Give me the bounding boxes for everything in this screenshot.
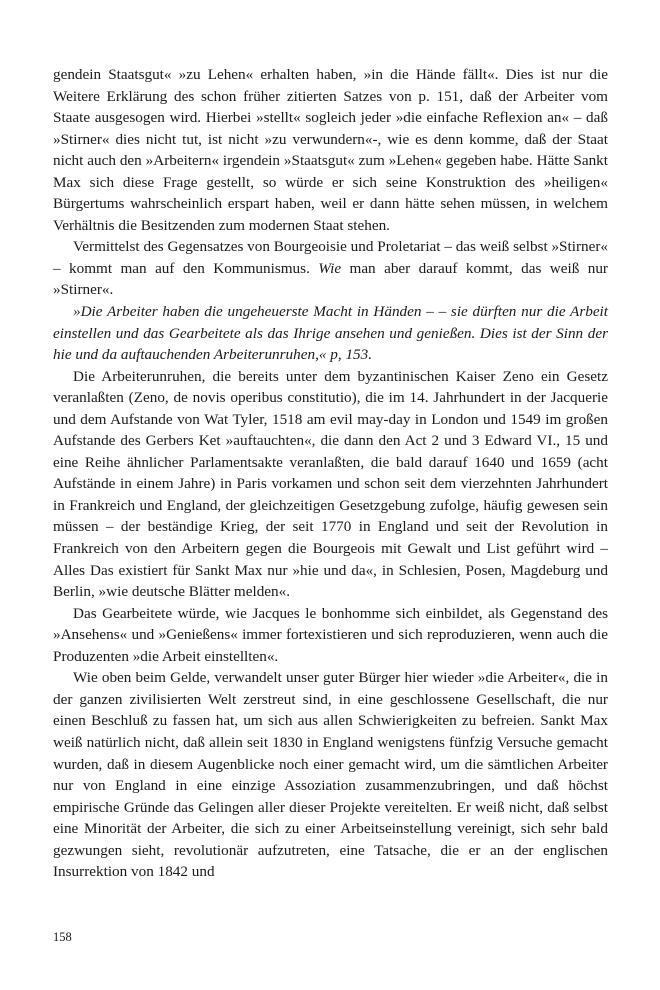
block-quote xyxy=(53,301,608,366)
paragraph-2 xyxy=(53,236,608,301)
paragraph-5 xyxy=(53,603,608,668)
paragraph-2-text-a: Vermittelst des Gegensatzes von Bourgeoisie und Proletariat – das weiß selbst »Stirner« – kommt man auf den Kommunismus. xyxy=(53,238,608,277)
paragraph-1-text: gendein Staatsgut« »zu Lehen« erhalten haben, »in die Hände fällt«. Dies ist nur die Weitere Erklärung des schon früher zitierten Satzes von p. 151, daß der Arbeiter vom Staate ausgesogen wird. Hierbei »stellt« sogleich jeder »die einfache Reflexion an« – daß »Stirner« dies nicht tut, ist nicht »zu verwundern«-, wie es denn komme, daß der Staat nicht auch den »Arbeitern« irgendein »Staatsgut« zum »Lehen« gegeben habe. Hätte Sankt Max sich diese Frage gestellt, so würde er sich seine Konstruktion des »heiligen« Bürgertums wahrscheinlich erspart haben, weil er dann hätte sehen müssen, in welchem Verhältnis die Besitzenden zum modernen Staat stehen. xyxy=(53,66,608,234)
page-body xyxy=(53,64,608,883)
paragraph-1 xyxy=(53,64,608,236)
paragraph-5-text: Das Gearbeitete würde, wie Jacques le bonhomme sich einbildet, als Gegenstand des »Ansehens« und »Genießens« immer fortexistieren und sich reproduzieren, wenn auch die Produzenten »die Arbeit einstellten«. xyxy=(53,604,608,665)
block-quote-text: »Die Arbeiter haben die ungeheuerste Macht in Händen – – sie dürften nur die Arbeit einstellen und das Gearbeitete als das Ihrige ansehen und genießen. Dies ist der Sinn der hie und da auftauchenden Arbeiterunruhen,« p, 153. xyxy=(53,303,608,364)
paragraph-4-text: Die Arbeiterunruhen, die bereits unter dem byzantinischen Kaiser Zeno ein Gesetz veranlaßten (Zeno, de novis operibus constitutio), die im 14. Jahrhundert in der Jacquerie und dem Aufstande von Wat Tyler, 1518 am evil may-day in London und 1549 im großen Aufstande des Gerbers Ket »auftauchten«, die dann den Act 2 und 3 Edward VI., 15 und eine Reihe ähnlicher Parlamentsakte veranlaßten, die bald darauf 1640 und 1659 (acht Aufstände in einem Jahre) in Paris vorkamen und schon seit dem vierzehnten Jahrhundert in Frankreich und England, der gleichzeitigen Gesetzgebung zufolge, häufig gewesen sein müssen – der beständige Krieg, der seit 1770 in England und seit der Revolution in Frankreich von den Arbeitern gegen die Bourgeois mit Gewalt und List geführt wird – Alles Das existiert für Sankt Max nur »hie und da«, in Schlesien, Posen, Magdeburg und Berlin, »wie deutsche Blätter melden«. xyxy=(53,367,608,601)
paragraph-6 xyxy=(53,667,608,882)
paragraph-6-text: Wie oben beim Gelde, verwandelt unser guter Bürger hier wieder »die Arbeiter«, die in der ganzen zivilisierten Welt zerstreut sind, in eine geschlossene Gesellschaft, die nur einen Beschluß zu fassen hat, um sich aus allen Schwierigkeiten zu befreien. Sankt Max weiß natürlich nicht, daß allein seit 1830 in England wenigstens fünfzig Versuche gemacht wurden, daß in diesem Augenblicke noch einer gemacht wird, um die sämtlichen Arbeiter nur von England in eine einzige Assoziation zusammenzubringen, und daß höchst empirische Gründe das Gelingen aller dieser Projekte vereitelten. Er weiß nicht, daß selbst eine Minorität der Arbeiter, die sich zu einer Arbeitseinstellung vereinigt, sich sehr bald gezwungen sieht, revolutionär aufzutreten, eine Tatsache, die er an der englischen Insurrektion von 1842 und xyxy=(53,669,608,881)
paragraph-4 xyxy=(53,366,608,603)
paragraph-2-emphasis: Wie xyxy=(318,259,342,277)
page-number: 158 xyxy=(53,930,72,944)
paragraph-2-text-b: man aber darauf kommt, das weiß nur »Stirner«. xyxy=(53,259,608,299)
